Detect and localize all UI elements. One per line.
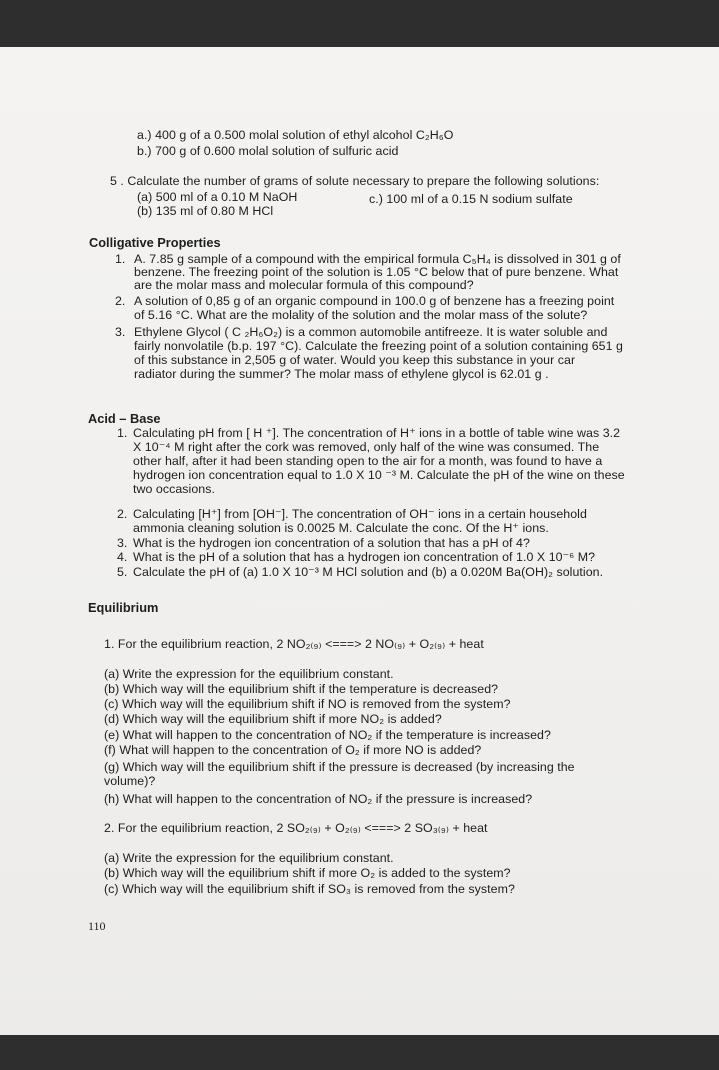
equilibrium-q1-part: (e) What will happen to the concentration of NO₂ if the temperature is increased?: [104, 728, 551, 742]
item-b-sulfuric-acid: b.) 700 g of 0.600 molal solution of sulfuric acid: [137, 144, 399, 158]
equilibrium-q1-part: (f) What will happen to the concentration of O₂ if more NO is added?: [104, 743, 482, 757]
acid-q4-number: 4.: [117, 550, 128, 564]
heading-equilibrium: Equilibrium: [88, 600, 159, 615]
colligative-q2-line: A solution of 0,85 g of an organic compound in 100.0 g of benzene has a freezing point: [134, 294, 615, 308]
bottom-dark-border: [0, 1035, 719, 1070]
acid-q1-line: two occasions.: [133, 482, 215, 496]
equilibrium-q1-part: (d) Which way will the equilibrium shift if more NO₂ is added?: [104, 712, 442, 726]
acid-q3-text: What is the hydrogen ion concentration of a solution that has a pH of 4?: [133, 536, 530, 550]
acid-q1-number: 1.: [117, 426, 128, 440]
question-5-a: (a) 500 ml of a 0.10 M NaOH: [137, 190, 298, 204]
colligative-q3-line: fairly nonvolatile (b.p. 197 °C). Calculate the freezing point of a solution containing 651 g: [134, 339, 624, 353]
colligative-q2-number: 2.: [115, 294, 126, 308]
equilibrium-q1-part: (b) Which way will the equilibrium shift if the temperature is decreased?: [104, 682, 499, 696]
equilibrium-q2-part: (b) Which way will the equilibrium shift if more O₂ is added to the system?: [104, 866, 511, 880]
colligative-q1-line: are the molar mass and molecular formula of this compound?: [134, 278, 474, 292]
equilibrium-q1-part: (h) What will happen to the concentration of NO₂ if the pressure is increased?: [104, 792, 533, 806]
colligative-q3-number: 3.: [115, 325, 126, 339]
acid-q3-number: 3.: [117, 536, 128, 550]
acid-q1-line: X 10⁻⁴ M right after the cork was removed, only half of the wine was consumed. The: [133, 440, 600, 454]
acid-q1-line: hydrogen ion concentration equal to 1.0 X 10 ⁻³ M. Calculate the pH of the wine on these: [133, 468, 625, 482]
equilibrium-q1-part: volume)?: [104, 774, 156, 788]
equilibrium-q1-reaction: 1. For the equilibrium reaction, 2 NO₂₍₉₎ <===> 2 NO₍₉₎ + O₂₍₉₎ + heat: [104, 637, 484, 651]
acid-q2-number: 2.: [117, 507, 128, 521]
page-number: 110: [88, 919, 106, 933]
equilibrium-q2-reaction: 2. For the equilibrium reaction, 2 SO₂₍₉₎ + O₂₍₉₎ <===> 2 SO₃₍₉₎ + heat: [104, 821, 488, 835]
colligative-q1-line: benzene. The freezing point of the solution is 1.05 °C below that of pure benzene. What: [134, 265, 619, 279]
acid-q2-line: ammonia cleaning solution is 0.0025 M. Calculate the conc. Of the H⁺ ions.: [133, 521, 549, 535]
question-5-b: (b) 135 ml of 0.80 M HCl: [137, 204, 274, 218]
heading-acid-base: Acid – Base: [88, 411, 161, 426]
equilibrium-q2-part: (a) Write the expression for the equilibrium constant.: [104, 851, 394, 865]
acid-q5-text: Calculate the pH of (a) 1.0 X 10⁻³ M HCl solution and (b) a 0.020M Ba(OH)₂ solution.: [133, 565, 604, 579]
acid-q5-number: 5.: [117, 565, 128, 579]
colligative-q3-line: radiator during the summer? The molar mass of ethylene glycol is 62.01 g .: [134, 367, 549, 381]
acid-q1-line: Calculating pH from [ H ⁺]. The concentration of H⁺ ions in a bottle of table wine was 3.2: [133, 426, 621, 440]
equilibrium-q1-part: (c) Which way will the equilibrium shift if NO is removed from the system?: [104, 697, 511, 711]
colligative-q2-line: of 5.16 °C. What are the molality of the solution and the molar mass of the solute?: [134, 308, 588, 322]
equilibrium-q2-part: (c) Which way will the equilibrium shift if SO₃ is removed from the system?: [104, 882, 515, 896]
equilibrium-q1-part: (g) Which way will the equilibrium shift if the pressure is decreased (by increasing the: [104, 760, 575, 774]
acid-q1-line: other half, after it had been standing open to the air for a month, was found to have a: [133, 454, 603, 468]
item-a-ethyl-alcohol: a.) 400 g of a 0.500 molal solution of ethyl alcohol C₂H₆O: [137, 128, 454, 142]
colligative-q1-line: A. 7.85 g sample of a compound with the empirical formula C₅H₄ is dissolved in 301 g of: [134, 252, 621, 266]
colligative-q3-line: Ethylene Glycol ( C ₂H₆O₂) is a common automobile antifreeze. It is water soluble and: [134, 325, 608, 339]
equilibrium-q1-part: (a) Write the expression for the equilibrium constant.: [104, 667, 394, 681]
question-5-text: 5 . Calculate the number of grams of solute necessary to prepare the following solutions:: [110, 174, 600, 188]
colligative-q1-number: 1.: [115, 252, 126, 266]
colligative-q3-line: of this substance in 2,505 g of water. Would you keep this substance in your car: [134, 353, 576, 367]
acid-q4-text: What is the pH of a solution that has a hydrogen ion concentration of 1.0 X 10⁻⁶ M?: [133, 550, 596, 564]
heading-colligative-properties: Colligative Properties: [89, 235, 221, 250]
question-5-c: c.) 100 ml of a 0.15 N sodium sulfate: [369, 192, 573, 206]
document-page: [0, 47, 719, 1035]
acid-q2-line: Calculating [H⁺] from [OH⁻]. The concentration of OH⁻ ions in a certain household: [133, 507, 587, 521]
top-dark-border: [0, 0, 719, 47]
